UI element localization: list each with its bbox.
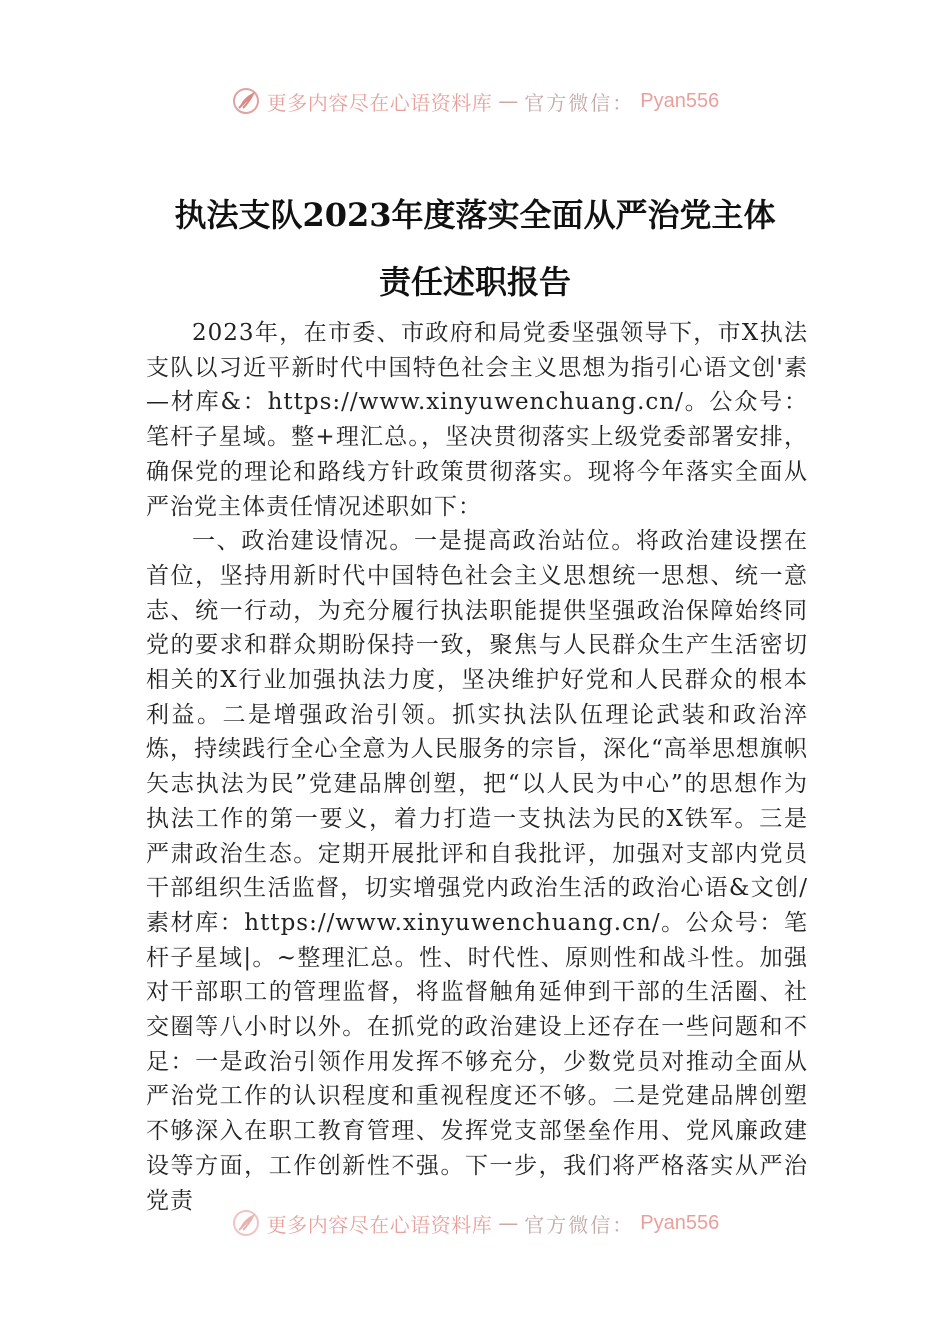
document-title-line1: 执法支队2023年度落实全面从严治党主体 bbox=[174, 196, 776, 234]
watermark-brand: 更多内容尽在心语资料库 bbox=[266, 1212, 493, 1237]
watermark-dash: — bbox=[498, 89, 519, 113]
watermark-footer bbox=[0, 1208, 950, 1238]
quill-logo-icon bbox=[231, 1208, 261, 1238]
watermark-dash: — bbox=[498, 1211, 519, 1235]
document-title-line2: 责任述职报告 bbox=[378, 263, 571, 301]
watermark-id: Pyan556 bbox=[640, 1211, 720, 1234]
document-body bbox=[146, 316, 808, 1218]
watermark-brand: 更多内容尽在心语资料库 bbox=[266, 90, 493, 115]
quill-logo-icon bbox=[231, 86, 261, 116]
watermark-label: 官方微信： bbox=[524, 90, 635, 115]
watermark-id: Pyan556 bbox=[640, 89, 720, 112]
paragraph-intro: 2023年，在市委、市政府和局党委坚强领导下，市X执法支队以习近平新时代中国特色社会主义思想为指引心语文创'素—材库&：https://www.xinyuwenchuang.cn/。公众号：笔杆子星域。整+理汇总。，坚决贯彻落实上级党委部署安排，确保党的理论和路线方针政策贯彻落实。现将今年落实全面从严治党主体责任情况述职如下： bbox=[146, 320, 808, 520]
watermark-header bbox=[0, 86, 950, 116]
paragraph-political-construction: 一、政治建设情况。一是提高政治站位。将政治建设摆在首位，坚持用新时代中国特色社会主义思想统一思想、统一意志、统一行动，为充分履行执法职能提供坚强政治保障始终同党的要求和群众期盼保持一致，聚焦与人民群众生产生活密切相关的X行业加强执法力度，坚决维护好党和人民群众的根本利益。二是增强政治引领。抓实执法队伍理论武装和政治淬炼，持续践行全心全意为人民服务的宗旨，深化“高举思想旗帜矢志执法为民”党建品牌创塑，把“以人民为中心”的思想作为执法工作的第一要义，着力打造一支执法为民的X铁军。三是严肃政治生态。定期开展批评和自我批评，加强对支部内党员干部组织生活监督，切实增强党内政治生活的政治心语&文创/素材库：https://www.xinyuwenchuang.cn/。公众号：笔杆子星域|。~整理汇总。性、时代性、原则性和战斗性。加强对干部职工的管理监督，将监督触角延伸到干部的生活圈、社交圈等八小时以外。在抓党的政治建设上还存在一些问题和不足：一是政治引领作用发挥不够充分，少数党员对推动全面从严治党工作的认识程度和重视程度还不够。二是党建品牌创塑不够深入在职工教育管理、发挥党支部堡垒作用、党风廉政建设等方面，工作创新性不强。下一步，我们将严格落实从严治党责 bbox=[146, 528, 808, 1214]
watermark-label: 官方微信： bbox=[524, 1212, 635, 1237]
